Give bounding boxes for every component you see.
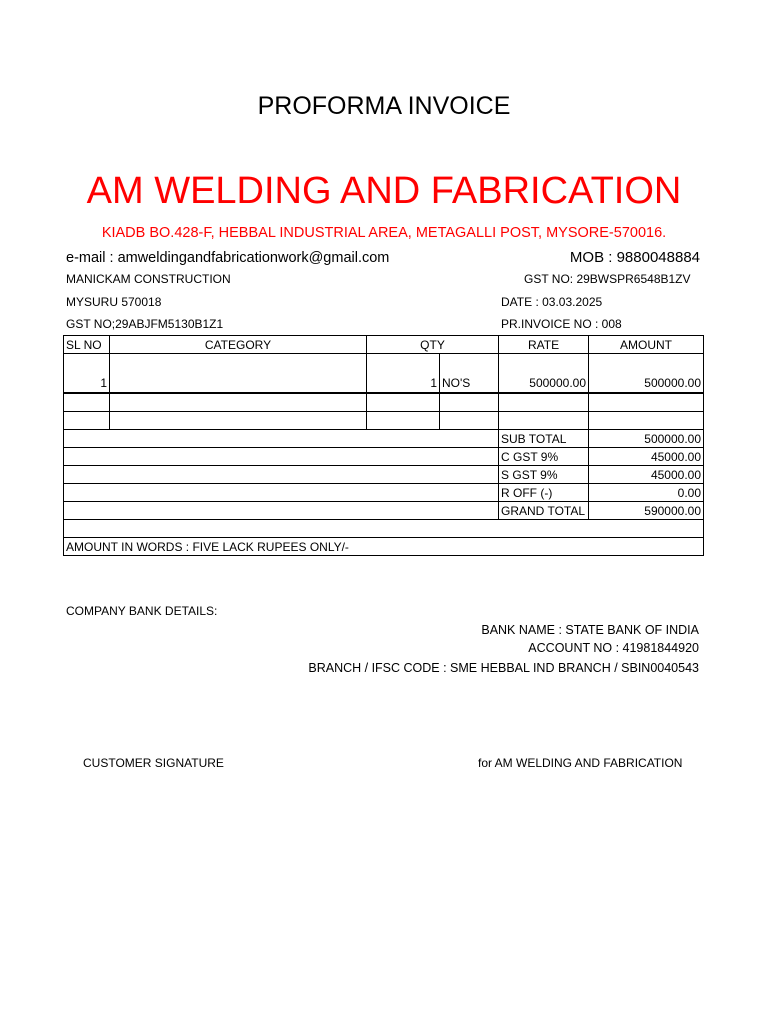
header-sl-no: SL NO xyxy=(64,336,110,354)
amount-in-words-row xyxy=(64,538,704,556)
customer-signature: CUSTOMER SIGNATURE xyxy=(83,756,224,770)
cgst-row xyxy=(64,448,704,466)
document-title: PROFORMA INVOICE xyxy=(257,92,511,120)
sgst-value: 45000.00 xyxy=(589,466,704,484)
amount-in-words: AMOUNT IN WORDS : FIVE LACK RUPEES ONLY/- xyxy=(64,538,704,556)
header-rate: RATE xyxy=(499,336,589,354)
bank-name: BANK NAME : STATE BANK OF INDIA xyxy=(481,623,699,637)
header-qty: QTY xyxy=(367,336,499,354)
company-mobile: MOB : 9880048884 xyxy=(569,249,700,266)
cgst-value: 45000.00 xyxy=(589,448,704,466)
customer-name: MANICKAM CONSTRUCTION xyxy=(66,272,231,286)
invoice-number: PR.INVOICE NO : 008 xyxy=(501,317,622,331)
bank-account: ACCOUNT NO : 41981844920 xyxy=(528,641,699,655)
customer-city: MYSURU 570018 xyxy=(66,295,162,309)
invoice-date: DATE : 03.03.2025 xyxy=(501,295,603,309)
company-signature: for AM WELDING AND FABRICATION xyxy=(478,756,683,770)
table-header-row xyxy=(64,336,704,354)
grand-total-value: 590000.00 xyxy=(589,502,704,520)
item-category xyxy=(110,354,367,394)
table-row-empty xyxy=(64,412,704,430)
table-row-empty xyxy=(64,393,704,412)
header-amount: AMOUNT xyxy=(589,336,704,354)
customer-gst: GST NO;29ABJFM5130B1Z1 xyxy=(66,317,224,331)
sgst-row xyxy=(64,466,704,484)
table-row xyxy=(64,354,704,394)
company-address: KIADB BO.428-F, HEBBAL INDUSTRIAL AREA, METAGALLI POST, MYSORE-570016. xyxy=(101,225,667,241)
item-unit: NO'S xyxy=(440,354,499,394)
subtotal-label: SUB TOTAL xyxy=(499,430,589,448)
header-category: CATEGORY xyxy=(110,336,367,354)
company-email: e-mail : amweldingandfabricationwork@gmail.com xyxy=(66,250,390,266)
grand-total-row xyxy=(64,502,704,520)
subtotal-value: 500000.00 xyxy=(589,430,704,448)
roundoff-label: R OFF (-) xyxy=(499,484,589,502)
bank-branch: BRANCH / IFSC CODE : SME HEBBAL IND BRANCH / SBIN0040543 xyxy=(308,661,699,675)
bank-details-heading: COMPANY BANK DETAILS: xyxy=(66,604,218,618)
item-qty: 1 xyxy=(367,354,440,394)
roundoff-row xyxy=(64,484,704,502)
cgst-label: C GST 9% xyxy=(499,448,589,466)
roundoff-value: 0.00 xyxy=(589,484,704,502)
invoice-table xyxy=(63,335,704,556)
grand-total-label: GRAND TOTAL xyxy=(499,502,589,520)
item-sl-no: 1 xyxy=(64,354,110,394)
company-gst: GST NO: 29BWSPR6548B1ZV xyxy=(524,272,691,286)
item-amount: 500000.00 xyxy=(589,354,704,394)
subtotal-row xyxy=(64,430,704,448)
blank-row xyxy=(64,520,704,538)
sgst-label: S GST 9% xyxy=(499,466,589,484)
item-rate: 500000.00 xyxy=(499,354,589,394)
company-name: AM WELDING AND FABRICATION xyxy=(86,170,682,212)
